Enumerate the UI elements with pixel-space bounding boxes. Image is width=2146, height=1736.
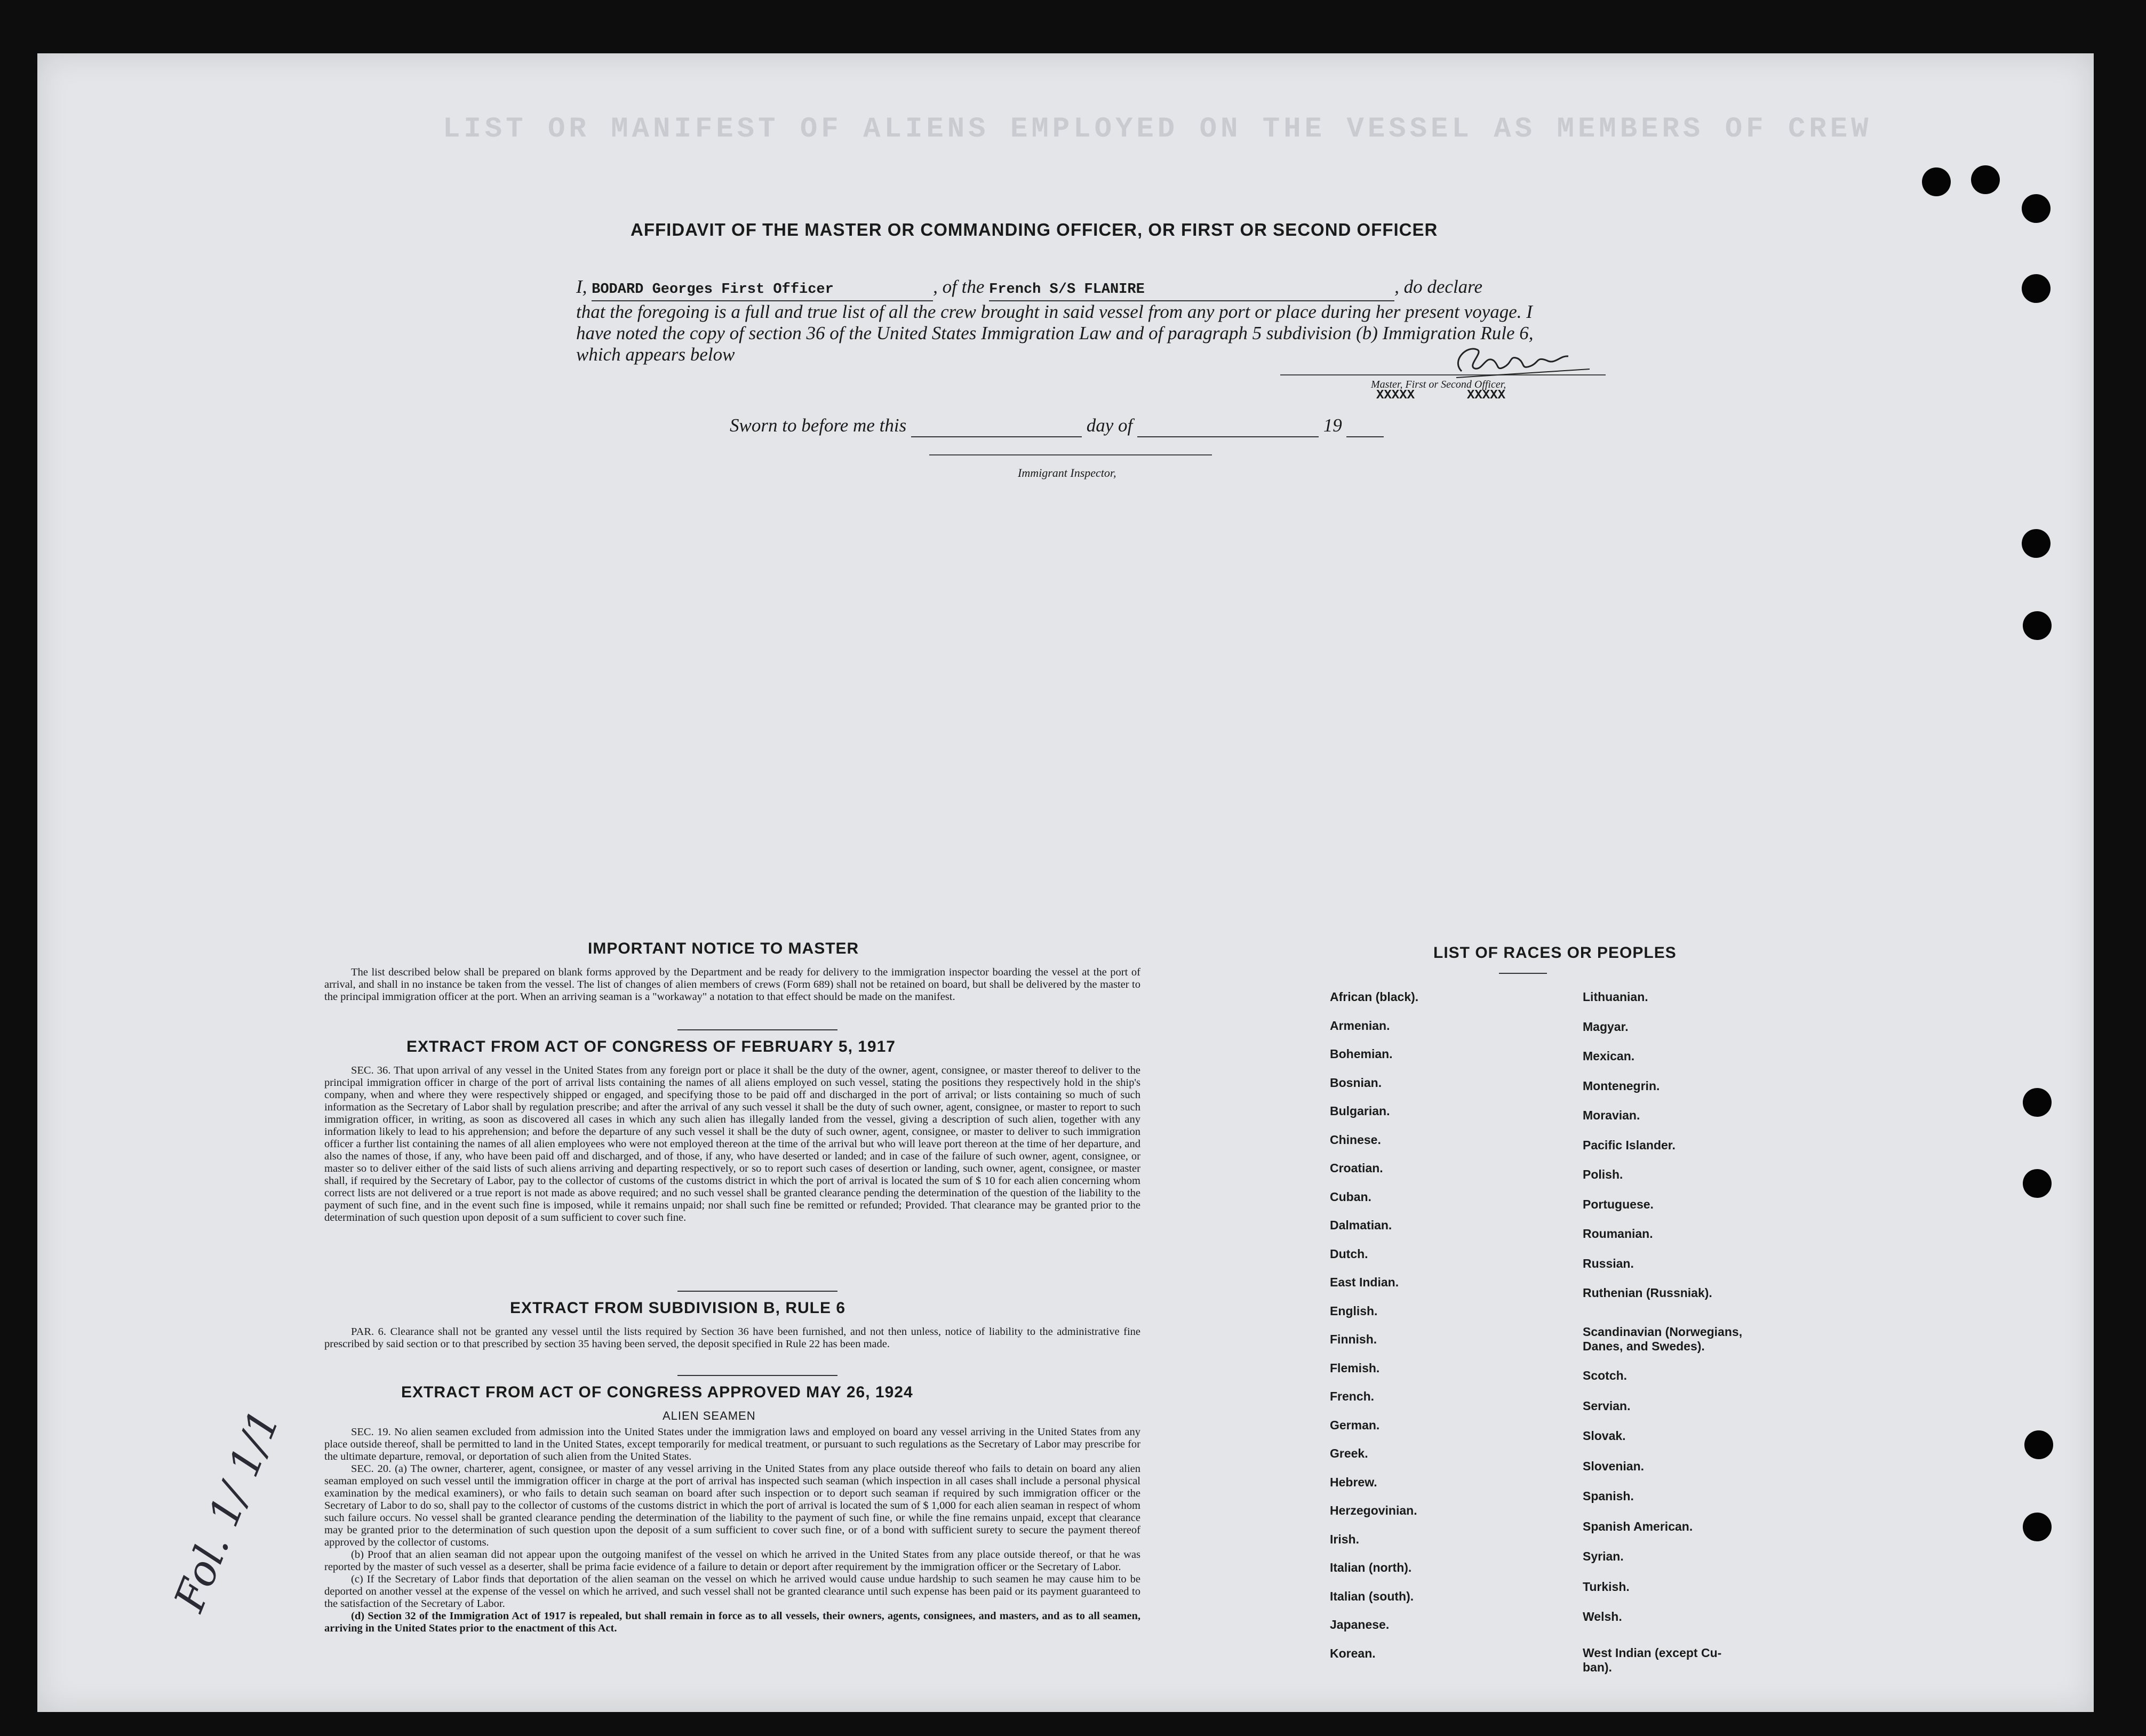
sworn-month-field bbox=[1137, 415, 1319, 437]
race-item: Magyar. bbox=[1583, 1019, 1629, 1034]
extract-1924-sec19: SEC. 19. No alien seamen excluded from admission into the United States under the immigration laws and employed on board any vessel arriving in the United States from any place outside thereof, shall be permitted to land in the United States, except temporarily for medical treatment, or pursuant to such regulations as the Secretary of Labor may prescribe for the ultimate departure, removal, or deportation of such alien from the United States. bbox=[324, 1426, 1140, 1462]
race-item: French. bbox=[1330, 1389, 1375, 1403]
race-item: Portuguese. bbox=[1583, 1197, 1654, 1211]
sworn-year: 19 bbox=[1323, 415, 1342, 436]
race-scandinavian-line-2: Danes, and Swedes). bbox=[1583, 1339, 1705, 1353]
race-item: Moravian. bbox=[1583, 1108, 1640, 1122]
extract-1924-sec20d: (d) Section 32 of the Immigration Act of 1917 is repealed, but shall remain in force as to all vessels, their owners, agents, consignees, and masters, and as to all seamen, arriving in the United States prior to the enactment of this Act. bbox=[324, 1610, 1140, 1634]
inspector-signature-line bbox=[929, 454, 1212, 455]
extract-1924-title: EXTRACT FROM ACT OF CONGRESS APPROVED MAY 26, 1924 bbox=[401, 1383, 913, 1401]
punch-hole-3 bbox=[2022, 194, 2051, 223]
race-item: Korean. bbox=[1330, 1646, 1376, 1660]
race-item: Dutch. bbox=[1330, 1246, 1368, 1261]
race-item: Roumanian. bbox=[1583, 1227, 1653, 1241]
punch-hole-11 bbox=[2023, 1088, 2052, 1117]
race-item: Japanese. bbox=[1330, 1618, 1390, 1631]
handwritten-signature bbox=[1446, 339, 1606, 382]
race-item: Croatian. bbox=[1330, 1161, 1383, 1175]
extract-1917-title: EXTRACT FROM ACT OF CONGRESS OF FEBRUARY 5, 1917 bbox=[406, 1038, 896, 1055]
handwritten-margin-note: Fol. 1/ 1/1 bbox=[165, 1403, 290, 1618]
sworn-day-of: day of bbox=[1086, 415, 1133, 436]
races-title: LIST OF RACES OR PEOPLES bbox=[1433, 944, 1677, 962]
race-item: Bulgarian. bbox=[1330, 1104, 1390, 1118]
struck-title-1: XXXXX bbox=[1376, 388, 1415, 403]
extract-1924-sec20a: SEC. 20. (a) The owner, charterer, agent, consignee, or master of any vessel arriving in the United States from any place outside thereof who fails to detain on board any alien seaman employed on such vessel until the immigration officer in charge at the port of arrival has inspected such seaman (which inspection in all cases shall include a personal physical examination by the medical examiners), or who fails to detain such seaman on board after such inspection or to deport such seaman if required by such immigration officer or the Secretary of Labor to do so, shall pay to the collector of customs of the customs district in which the port of arrival is located the sum of $ 1,000 for each alien seaman in respect of whom such failure occurs. No vessel shall be granted clearance pending the determination of the liability to the payment of such fine, or while the fine remains unpaid, except that clearance may be granted prior to the determination of such question upon the deposit of a sum sufficient to cover such fine, or of a bond with sufficient surety to secure the payment thereof approved by the collector of customs. bbox=[324, 1463, 1140, 1548]
race-item: East Indian. bbox=[1330, 1275, 1399, 1289]
vessel-name-field bbox=[989, 276, 1394, 301]
race-item: Armenian. bbox=[1330, 1018, 1390, 1033]
race-scandinavian-line-1: Scandinavian (Norwegians, bbox=[1583, 1325, 1743, 1339]
race-item: African (black). bbox=[1330, 990, 1419, 1004]
race-item: Polish. bbox=[1583, 1167, 1623, 1181]
race-item: Greek. bbox=[1330, 1446, 1368, 1460]
punch-hole-5 bbox=[2022, 529, 2051, 558]
race-item: Montenegrin. bbox=[1583, 1078, 1660, 1093]
punch-hole-1 bbox=[1922, 167, 1951, 196]
race-item: Italian (north). bbox=[1330, 1561, 1412, 1574]
race-item: Russian. bbox=[1583, 1256, 1634, 1270]
race-west-indian-line-2: ban). bbox=[1583, 1660, 1612, 1674]
extract-1917-body: SEC. 36. That upon arrival of any vessel in the United States from any foreign port or place it shall be the duty of the owner, agent, consignee, or master thereof to deliver to the principal immigration officer in charge of the port of arrival lists containing the names of all aliens employed on such vessel, stating the positions they respectively hold in the ship's company, when and where they were respectively shipped or engaged, and specifying those to be paid off and discharged in the port of arrival; or lists containing so much of such information as the Secretary of Labor shall by regulation prescribe; and after the arrival of any such vessel it shall be the duty of such owner, agent, consignee, or master to report to such immigration officer, in writing, as soon as discovered all cases in which any such alien has illegally landed from the vessel, giving a description of such alien, together with any information likely to lead to his apprehension; and before the departure of any such vessel it shall be the duty of such owner, agent, consignee, or master to deliver to such immigration officer a further list containing the names of all alien employees who were not employed thereon at the time of the arrival but who will leave port thereon at the time of her departure, and also the names of those, if any, who have been paid off and discharged, and of those, if any, who have deserted or landed; and in case of the failure of such owner, agent, consignee, or master so to deliver either of the said lists of such aliens arriving and departing respectively, or so to report such cases of desertion or landing, such owner, agent, consignee, or master shall, if required by the Secretary of Labor, pay to the collector of customs of the customs district in which the port of arrival is located the sum of $ 10 for each alien concerning whom correct lists are not delivered or a true report is not made as above required; and no such vessel shall be granted clearance pending the determination of the question of the liability to the payment of such fine, and in the event such fine is imposed, while it remains unpaid; nor shall such fine be remitted or refunded; Provided. That clearance may be granted prior to the determination of such question upon deposit of a sum sufficient to cover such fine. bbox=[324, 1065, 1140, 1223]
race-item: Bosnian. bbox=[1330, 1075, 1382, 1090]
race-item: Irish. bbox=[1330, 1532, 1359, 1546]
race-item: Mexican. bbox=[1583, 1049, 1635, 1063]
inspector-caption: Immigrant Inspector, bbox=[1018, 466, 1116, 479]
section-rule-2 bbox=[677, 1291, 837, 1292]
punch-hole-12 bbox=[2023, 1169, 2052, 1198]
extract-1924-subtitle: ALIEN SEAMEN bbox=[663, 1409, 756, 1422]
signature-caption: Master, First or Second Officer, bbox=[1371, 379, 1506, 390]
extract-1924-sec20c: (c) If the Secretary of Labor finds that deportation of the alien seaman on the vessel on which he arrived would cause undue hardship to such seamen he may cause him to be deported on another vessel at the expense of the vessel on which he arrived, and such vessel shall not be granted clearance until such expense has been paid or its payment guaranteed to the satisfaction of the Secretary of Labor. bbox=[324, 1573, 1140, 1610]
extract-rule6-body: PAR. 6. Clearance shall not be granted any vessel until the lists required by Section 36 have been furnished, and not then unless, notice of liability to the administrative fine prescribed by said section or to that prescribed by section 35 having been served, the deposit specified in Rule 22 has been made. bbox=[324, 1326, 1140, 1350]
race-item: Slovak. bbox=[1583, 1429, 1626, 1443]
bleed-through-header: LIST OR MANIFEST OF ALIENS EMPLOYED ON THE VESSEL AS MEMBERS OF CREW bbox=[443, 113, 1872, 146]
document-page bbox=[37, 53, 2094, 1712]
race-item: Servian. bbox=[1583, 1398, 1631, 1413]
punch-hole-6 bbox=[2023, 611, 2052, 640]
declaration-intro: I, bbox=[576, 276, 587, 297]
officer-name-typed: BODARD Georges First Officer bbox=[592, 282, 834, 298]
officer-name-field bbox=[592, 276, 933, 301]
extract-1924-sections bbox=[324, 1426, 1140, 1635]
notice-title: IMPORTANT NOTICE TO MASTER bbox=[588, 940, 859, 957]
section-rule-1 bbox=[677, 1029, 837, 1030]
declaration-do-declare: , do declare bbox=[1394, 276, 1483, 297]
notice-body: The list described below shall be prepared on blank forms approved by the Department and be ready for delivery to the immigration inspector boarding the vessel at the port of arrival, and shall in no instance be taken from the vessel. The list of changes of alien members of crews (Form 689) shall not be retained on board, but shall be delivered by the master to the principal immigration officer at the port. When an arriving seaman is a "workaway" a notation to that effect should be made on the manifest. bbox=[324, 966, 1140, 1003]
vessel-name-typed: French S/S FLANIRE bbox=[989, 282, 1145, 298]
race-item: Scotch. bbox=[1583, 1369, 1628, 1382]
race-item: German. bbox=[1330, 1418, 1380, 1432]
punch-hole-4 bbox=[2022, 274, 2051, 303]
race-item: Finnish. bbox=[1330, 1332, 1377, 1346]
race-item: Slovenian. bbox=[1583, 1459, 1645, 1473]
race-item: Turkish. bbox=[1583, 1579, 1630, 1594]
declaration-first-line bbox=[576, 276, 1568, 301]
race-item: Spanish. bbox=[1583, 1489, 1634, 1503]
race-item: Hebrew. bbox=[1330, 1475, 1377, 1489]
declaration-block bbox=[576, 276, 1568, 365]
race-west-indian-line-1: West Indian (except Cu- bbox=[1583, 1646, 1722, 1660]
race-item: Italian (south). bbox=[1330, 1589, 1414, 1603]
sworn-before: Sworn to before me this bbox=[730, 415, 907, 436]
race-item: Pacific Islander. bbox=[1583, 1138, 1676, 1152]
race-item: Welsh. bbox=[1583, 1610, 1622, 1623]
declaration-of-the: , of the bbox=[933, 276, 985, 297]
affidavit-title: AFFIDAVIT OF THE MASTER OR COMMANDING OFFICER, OR FIRST OR SECOND OFFICER bbox=[631, 220, 1438, 239]
declaration-body: that the foregoing is a full and true list of all the crew brought in said vessel from any port or place during her present voyage. I have noted the copy of section 36 of the United States Immigration Law and of paragraph 5 subdivision (b) Immigration Rule 6, which appears below bbox=[576, 301, 1534, 365]
race-item: Herzegovinian. bbox=[1330, 1503, 1417, 1517]
race-item: Bohemian. bbox=[1330, 1047, 1393, 1061]
race-item: Flemish. bbox=[1330, 1361, 1380, 1375]
race-item: Syrian. bbox=[1583, 1549, 1624, 1563]
punch-hole-13 bbox=[2024, 1430, 2053, 1459]
race-item: Spanish American. bbox=[1583, 1519, 1693, 1533]
extract-rule6-title: EXTRACT FROM SUBDIVISION B, RULE 6 bbox=[510, 1299, 846, 1317]
punch-hole-14 bbox=[2023, 1513, 2052, 1541]
sworn-line bbox=[730, 415, 1384, 437]
sworn-day-field bbox=[911, 415, 1082, 437]
race-item: Chinese. bbox=[1330, 1132, 1381, 1147]
race-item: English. bbox=[1330, 1303, 1378, 1318]
section-rule-3 bbox=[677, 1375, 837, 1376]
sworn-year-field bbox=[1346, 415, 1384, 437]
races-rule bbox=[1499, 973, 1547, 974]
race-item: Dalmatian. bbox=[1330, 1218, 1392, 1232]
extract-1924-sec20b: (b) Proof that an alien seaman did not appear upon the outgoing manifest of the vessel on which he arrived in the United States from any place outside thereof, or that he was reported by the master of such vessel as a deserter, shall be prima facie evidence of a failure to detain or deport after requirement by the immigration officer or the Secretary of Labor. bbox=[324, 1549, 1140, 1573]
punch-hole-2 bbox=[1971, 165, 2000, 194]
race-item: Ruthenian (Russniak). bbox=[1583, 1286, 1712, 1300]
struck-title-2: XXXXX bbox=[1467, 388, 1506, 403]
race-item: Cuban. bbox=[1330, 1189, 1371, 1204]
race-item: Lithuanian. bbox=[1583, 990, 1648, 1004]
